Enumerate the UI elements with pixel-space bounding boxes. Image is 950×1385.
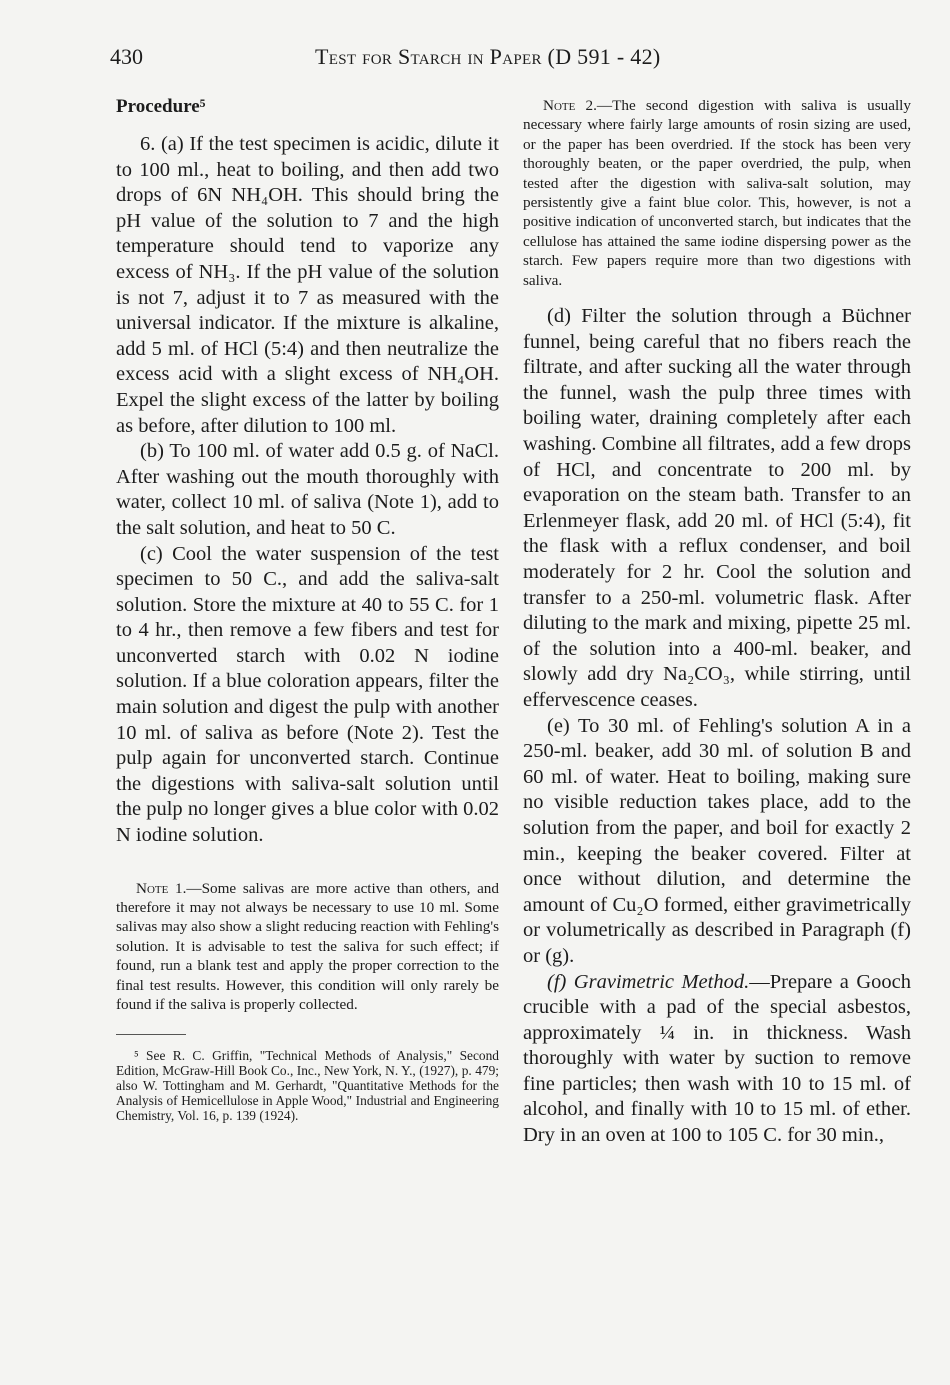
- footnote-rule: [116, 1034, 186, 1035]
- section-heading: Procedure⁵: [116, 96, 206, 117]
- paragraph-f: [523, 970, 911, 1149]
- left-column: [116, 96, 499, 1123]
- paragraph-f-label: (f) Gravimetric Method.: [547, 970, 750, 993]
- note-2-text: —The second digestion with saliva is usually necessary where fairly large amounts of rosin sizing are used, or the paper has been overdried. If the stock has been very thoroughly beaten, or the paper overdried, the pulp, when tested after the digestion with saliva-salt solution, may persistently give a faint blue color. This, however, is not a positive indication of unconverted starch, but indicates that the cellulose has attained the same iodine dispersing power as the starch. Few papers require more than two digestions with saliva.: [523, 97, 911, 289]
- footnote-5: ⁵ See R. C. Griffin, "Technical Methods of Analysis," Second Edition, McGraw-Hill Book Co., Inc., New York, N. Y., (1927), p. 479; also W. Tottingham and M. Gerhardt, "Quantitative Methods for the Analysis of Hemicellulose in Apple Wood," Industrial and Engineering Chemistry, Vol. 16, p. 139 (1924).: [116, 1048, 499, 1123]
- paragraph-c: (c) Cool the water suspension of the test specimen to 50 C., and add the saliva-salt solution. Store the mixture at 40 to 55 C. for 1 to 4 hr., then remove a few fibers and test for unconverted starch with 0.02 N iodine solution. If a blue coloration appears, filter the main solution and digest the pulp with another 10 ml. of saliva as before (Note 2). Test the pulp again for unconverted starch. Continue the digestions with saliva-salt solution until the pulp no longer gives a blue color with 0.02 N iodine solution.: [116, 542, 499, 847]
- note-1-text: —Some salivas are more active than others, and therefore it may not always be necessary to use 10 ml. Some salivas may also show a slight reducing reaction with Fehling's solution. It is advisable to test the saliva for such effect; if found, run a blank test and apply the proper correction to the final test results. However, this condition will only rarely be found if the saliva is properly collected.: [116, 879, 499, 1014]
- note-1-label: Note 1.: [136, 879, 187, 897]
- note-2: [523, 96, 911, 290]
- paragraph-b: (b) To 100 ml. of water add 0.5 g. of NaCl. After washing out the mouth thoroughly with water, collect 10 ml. of saliva (Note 1), add to the salt solution, and heat to 50 C.: [116, 440, 499, 539]
- right-column: [523, 96, 911, 1149]
- page-header: [110, 44, 910, 74]
- note-2-label: Note 2.: [543, 97, 597, 114]
- paragraph-e: (e) To 30 ml. of Fehling's solution A in a 250-ml. beaker, add 30 ml. of solution B and 60 ml. of water. Heat to boiling, making sure no visible reduction takes place, add to the solution from the paper, and boil for exactly 2 min., keeping the beaker covered. Filter at once without dilution, and determine the amount of Cu₂O formed, either gravimetrically or volumetrically as described in Paragraph (f) or (g).: [523, 714, 911, 967]
- paragraph-a: 6. (a) If the test specimen is acidic, dilute it to 100 ml., heat to boiling, and then add two drops of 6N NH₄OH. This should bring the pH value of the solution to 7 and the high temperature should tend to vaporize any excess of NH₃. If the pH value of the solution is not 7, adjust it to 7 as measured with the universal indicator. If the mixture is alkaline, add 5 ml. of HCl (5:4) and then neutralize the excess acid with a slight excess of NH₄OH. Expel the slight excess of the latter by boiling as before, after dilution to 100 ml.: [116, 133, 499, 437]
- paragraph-f-text: —Prepare a Gooch crucible with a pad of the special asbestos, approximately ¼ in. in thickness. Wash thoroughly with water by suction to remove fine particles; then wash with 10 to 15 ml. of alcohol, and finally with 10 to 15 ml. of ether. Dry in an oven at 100 to 105 C. for 30 min.,: [523, 970, 911, 1147]
- page-number: 430: [110, 44, 143, 69]
- note-1: [116, 879, 499, 1015]
- running-title: Test for Starch in Paper (D 591 - 42): [315, 44, 661, 69]
- paragraph-d: (d) Filter the solution through a Büchner funnel, being careful that no fibers reach the filtrate, and after sucking all the water through the funnel, wash the pulp three times with boiling water, draining completely after each washing. Combine all filtrates, add a few drops of HCl, and concentrate to 200 ml. by evaporation on the steam bath. Transfer to an Erlenmeyer flask, add 20 ml. of HCl (5:4), fit the flask with a reflux condenser, and boil moderately for 2 hr. Cool the solution and transfer to a 250-ml. volumetric flask. After diluting to the mark and mixing, pipette 25 ml. of the solution into a 400-ml. beaker, and slowly add dry Na₂CO₃, while stirring, until effervescence ceases.: [523, 305, 911, 711]
